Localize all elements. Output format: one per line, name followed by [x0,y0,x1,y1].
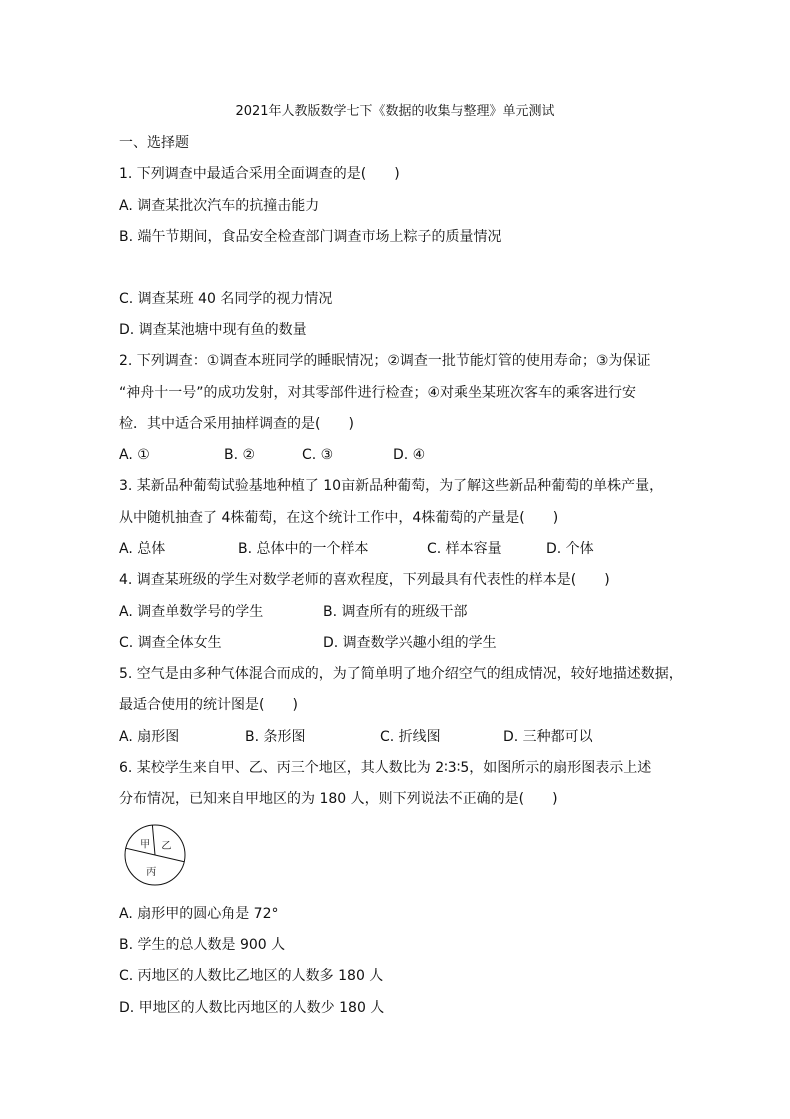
q4-option-b: B. 调查所有的班级干部 [323,604,468,620]
q6-option-a: A. 扇形甲的圆心角是 72° [119,906,279,922]
q5-option-d: D. 三种都可以 [503,729,593,745]
section-heading: 一、选择题 [119,135,189,151]
q1-option-b: B. 端午节期间，食品安全检查部门调查市场上粽子的质量情况 [119,229,502,245]
q2-option-b: B. ② [224,447,256,463]
q3-option-d: D. 个体 [546,541,594,557]
q6-option-d: D. 甲地区的人数比丙地区的人数少 180 人 [119,1000,385,1016]
q2-stem-line1: 2. 下列调查：①调查本班同学的睡眠情况；②调查一批节能灯管的使用寿命；③为保证 [119,353,651,369]
q6-option-b: B. 学生的总人数是 900 人 [119,937,286,953]
q6-option-c: C. 丙地区的人数比乙地区的人数多 180 人 [119,968,384,984]
q5-option-c: C. 折线图 [380,729,441,745]
pie-slice-label: 乙 [161,841,172,853]
q4-option-c: C. 调查全体女生 [119,635,222,651]
q2-option-c: C. ③ [302,447,334,463]
q5-option-b: B. 条形图 [245,729,306,745]
q5-stem-line2: 最适合使用的统计图是( ) [119,697,298,713]
q4-stem: 4. 调查某班级的学生对数学老师的喜欢程度，下列最具有代表性的样本是( ) [119,572,610,588]
q3-option-b: B. 总体中的一个样本 [238,541,369,557]
q4-option-d: D. 调查数学兴趣小组的学生 [323,635,497,651]
q1-option-a: A. 调查某批次汽车的抗撞击能力 [119,198,320,214]
document-title: 2021年人教版数学七下《数据的收集与整理》单元测试 [235,104,555,119]
q3-option-c: C. 样本容量 [427,541,502,557]
q2-stem-line3: 检．其中适合采用抽样调查的是( ) [119,416,354,432]
q5-option-a: A. 扇形图 [119,729,180,745]
q6-stem-line2: 分布情况，已知来自甲地区的为 180 人，则下列说法不正确的是( ) [119,791,558,807]
pie-slice-label: 丙 [146,867,157,879]
q1-stem: 1. 下列调查中最适合采用全面调查的是( ) [119,166,400,182]
pie-chart [122,823,188,887]
pie-slice-label: 甲 [140,839,151,851]
q1-option-c: C. 调查某班 40 名同学的视力情况 [119,291,333,307]
q3-stem-line2: 从中随机抽查了 4株葡萄，在这个统计工作中，4株葡萄的产量是( ) [119,510,559,526]
q3-stem-line1: 3. 某新品种葡萄试验基地种植了 10亩新品种葡萄，为了解这些新品种葡萄的单株产量， [119,478,664,494]
q4-option-a: A. 调查单数学号的学生 [119,604,264,620]
q2-stem-line2: “神舟十一号”的成功发射，对其零部件进行检查；④对乘坐某班次客车的乘客进行安 [119,385,637,401]
q2-option-a: A. ① [119,447,150,463]
q1-option-d: D. 调查某池塘中现有鱼的数量 [119,322,307,338]
q5-stem-line1: 5. 空气是由多种气体混合而成的，为了简单明了地介绍空气的组成情况，较好地描述数据， [119,666,683,682]
q3-option-a: A. 总体 [119,541,166,557]
q2-option-d: D. ④ [393,447,426,463]
q6-stem-line1: 6. 某校学生来自甲、乙、丙三个地区，其人数比为 2∶3∶5，如图所示的扇形图表示上述 [119,760,652,776]
